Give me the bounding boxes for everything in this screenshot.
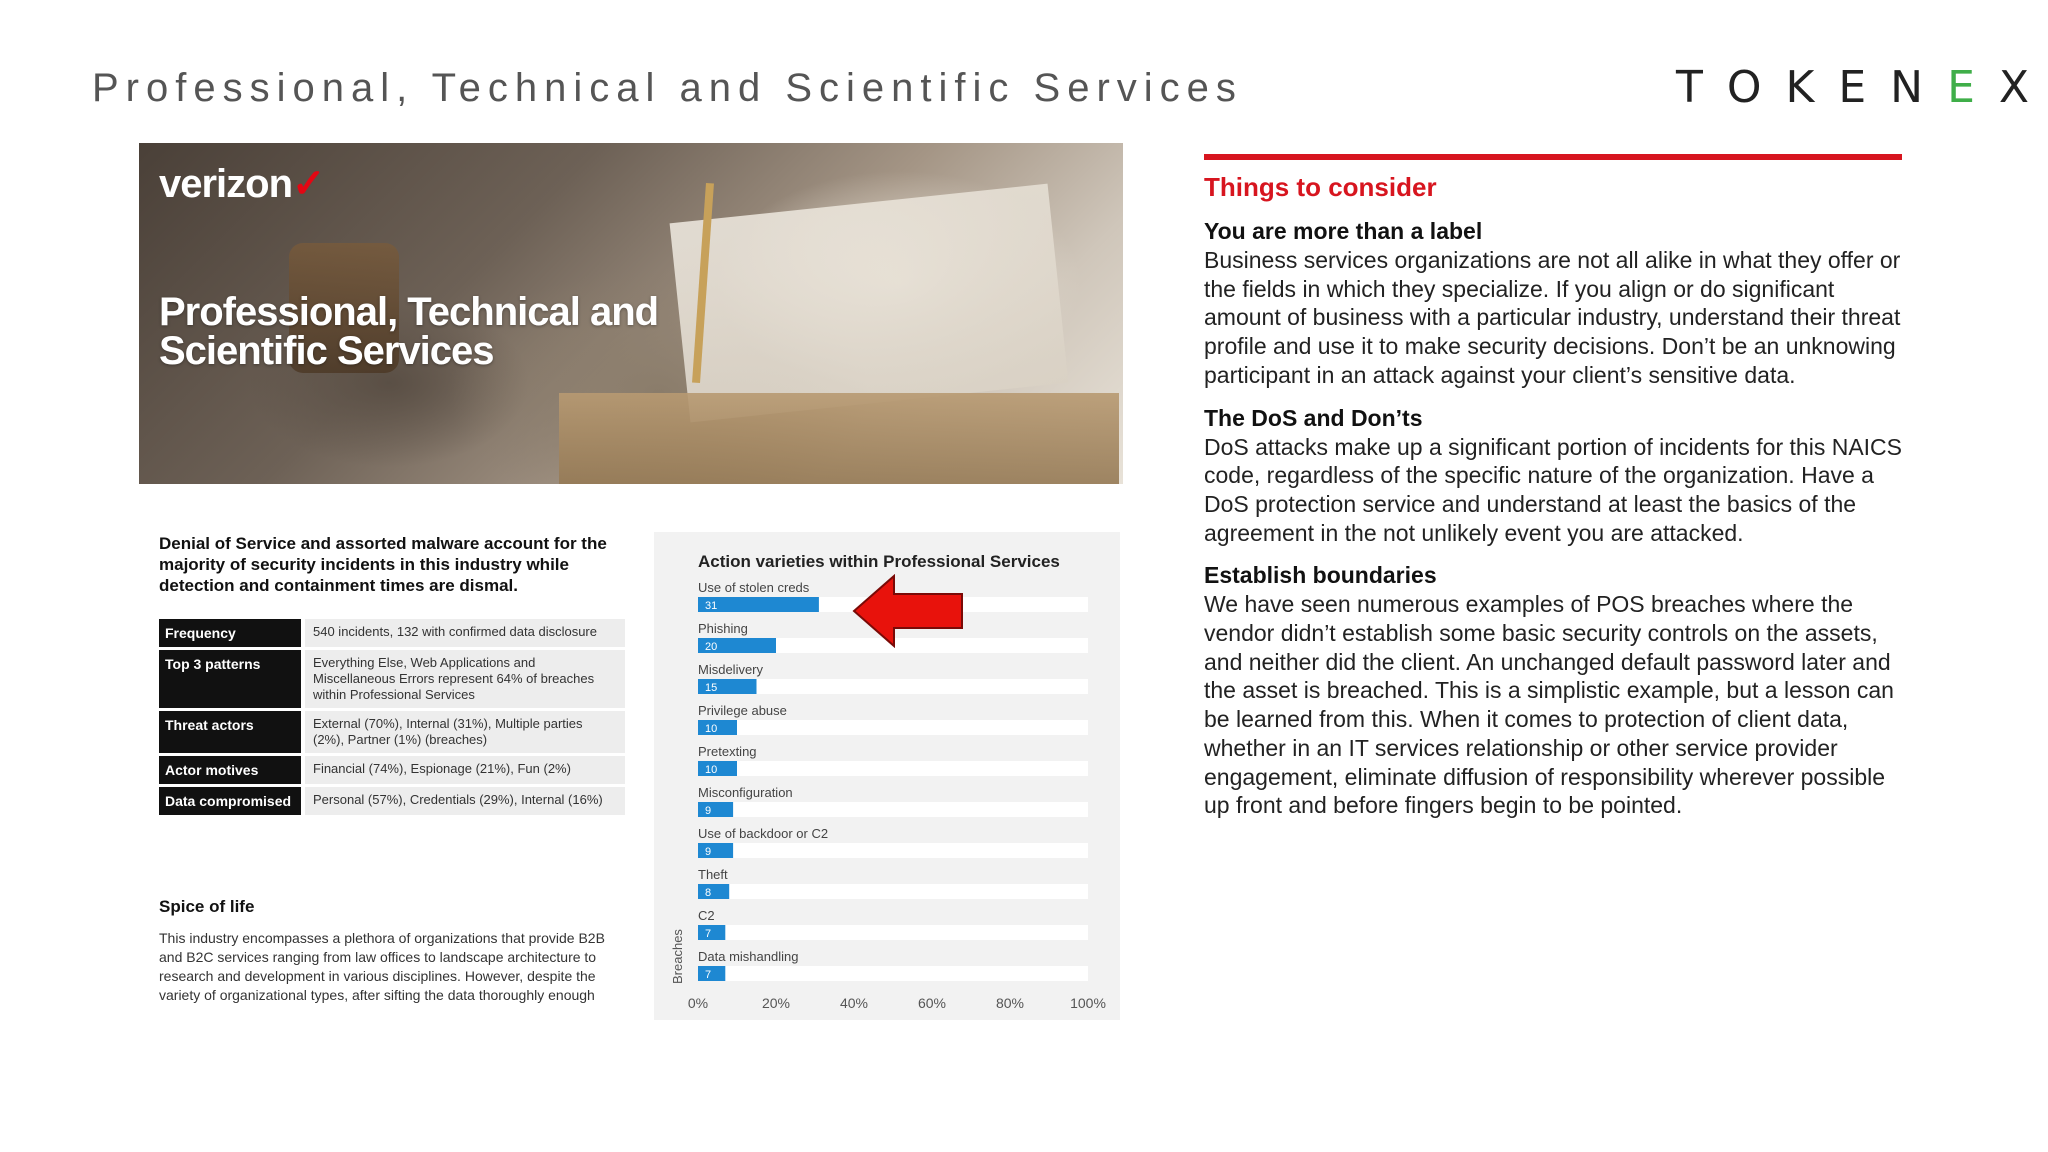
tokenex-logo <box>1676 62 2029 113</box>
x-tick-label: 0% <box>687 995 709 1011</box>
table-row <box>159 619 625 647</box>
bar-track <box>698 802 1088 817</box>
row-value: Everything Else, Web Applications and Miscellaneous Errors represent 64% of breaches within Professional Services <box>305 650 625 708</box>
logo-last: X <box>1998 62 2030 113</box>
x-tick-label: 100% <box>1070 995 1106 1011</box>
bar-value-label: 10 <box>705 764 718 776</box>
consider-heading: Things to consider <box>1204 172 1437 202</box>
row-value: Financial (74%), Espionage (21%), Fun (2%) <box>305 756 625 784</box>
bar <box>698 925 725 940</box>
bar-track <box>698 966 1088 981</box>
bar-category-label: C2 <box>698 908 715 923</box>
spice-body: This industry encompasses a plethora of organizations that provide B2B and B2C services ranging from law offices to landscape architecture to research and development in various disciplines. However, despite the variety of organizational types, after sifting the data thoroughly enough <box>159 930 605 1003</box>
row-label: Threat actors <box>159 711 305 753</box>
x-tick-label: 20% <box>761 995 791 1011</box>
bar-track <box>698 720 1088 735</box>
bar-category-label: Use of stolen creds <box>698 580 810 595</box>
x-tick-label: 80% <box>995 995 1025 1011</box>
row-label: Frequency <box>159 619 305 647</box>
x-tick-label: 60% <box>917 995 947 1011</box>
bar-category-label: Use of backdoor or C2 <box>698 826 829 841</box>
bar-track <box>698 884 1088 899</box>
section-body: Business services organizations are not all alike in what they offer or the fields in which they specialize. If you align or do significant amount of business with a particular industry, understand their threat profile and use it to make security decisions. Don’t be an unknowing participant in an attack against your client’s sensitive data. <box>1204 247 1901 388</box>
logo-main: TOKEN <box>1676 62 1948 113</box>
row-value: Personal (57%), Credentials (29%), Internal (16%) <box>305 787 625 815</box>
bar-category-label: Misconfiguration <box>698 785 793 800</box>
bar-category-label: Misdelivery <box>698 662 764 677</box>
logo-accent: E <box>1947 62 1999 113</box>
bar <box>698 966 725 981</box>
row-value: 540 incidents, 132 with confirmed data disclosure <box>305 619 625 647</box>
table-row <box>159 756 625 784</box>
section-title: Establish boundaries <box>1204 562 1437 589</box>
section-body: We have seen numerous examples of POS breaches where the vendor didn’t establish some basic security controls on the assets, and neither did the client. An unchanged default password later and the asset is breached. This is a simplistic example, but a lesson can be learned from this. When it comes to protection of client data, whether in an IT services relationship or other service provider engagement, eliminate diffusion of responsibility wherever possible up front and before fingers begin to be pointed. <box>1204 591 1894 819</box>
bar-value-label: 9 <box>705 805 712 817</box>
bar-value-label: 8 <box>705 887 712 899</box>
bar <box>698 761 737 776</box>
row-label: Actor motives <box>159 756 305 784</box>
things-to-consider <box>1204 154 1902 834</box>
brand-check-icon: ✓ <box>292 162 325 206</box>
summary-table <box>159 616 625 818</box>
brand-text: verizon <box>159 162 293 206</box>
table-row <box>159 711 625 753</box>
section-title: The DoS and Don’ts <box>1204 404 1423 431</box>
bar <box>698 802 733 817</box>
y-axis-label: Breaches <box>670 929 685 984</box>
bar-value-label: 15 <box>705 682 718 694</box>
bar-value-label: 31 <box>705 600 718 612</box>
bar <box>698 843 733 858</box>
row-label: Data compromised <box>159 787 305 815</box>
bar-category-label: Data mishandling <box>698 949 799 964</box>
summary-heading: Denial of Service and assorted malware account for the majority of security incidents in this industry while detection and containment times are dismal. <box>159 534 607 595</box>
bar-category-label: Theft <box>698 867 728 882</box>
bar-track <box>698 925 1088 940</box>
hero-photo <box>139 143 1123 484</box>
slide-title: Professional, Technical and Scientific Services <box>92 66 1243 110</box>
bar-value-label: 20 <box>705 641 718 653</box>
table-row <box>159 650 625 708</box>
row-label: Top 3 patterns <box>159 650 305 708</box>
section-body: DoS attacks make up a significant portion of incidents for this NAICS code, regardless of the specific nature of the organization. Have a DoS protection service and understand at least the basics of the agreement in the not unlikely event you are attacked. <box>1204 433 1902 546</box>
section-title: You are more than a label <box>1204 218 1483 244</box>
bar-category-label: Pretexting <box>698 744 757 759</box>
bar-value-label: 7 <box>705 928 712 940</box>
verizon-logo <box>159 161 325 207</box>
bar-track <box>698 843 1088 858</box>
x-tick-label: 40% <box>839 995 869 1011</box>
hero-board <box>559 393 1119 484</box>
bar-value-label: 10 <box>705 723 718 735</box>
bar <box>698 884 729 899</box>
bar-category-label: Phishing <box>698 621 748 636</box>
row-value: External (70%), Internal (31%), Multiple parties (2%), Partner (1%) (breaches) <box>305 711 625 753</box>
bar-category-label: Privilege abuse <box>698 703 787 718</box>
bar <box>698 720 737 735</box>
hero-title: Professional, Technical and Scientific Services <box>159 290 659 373</box>
bar-value-label: 9 <box>705 846 712 858</box>
table-row <box>159 787 625 815</box>
spice-title: Spice of life <box>159 897 255 916</box>
red-arrow-icon <box>852 574 964 648</box>
bar-value-label: 7 <box>705 969 712 981</box>
bar-track <box>698 761 1088 776</box>
hero-paper <box>670 184 1069 423</box>
chart-title: Action varieties within Professional Services <box>698 552 1060 571</box>
